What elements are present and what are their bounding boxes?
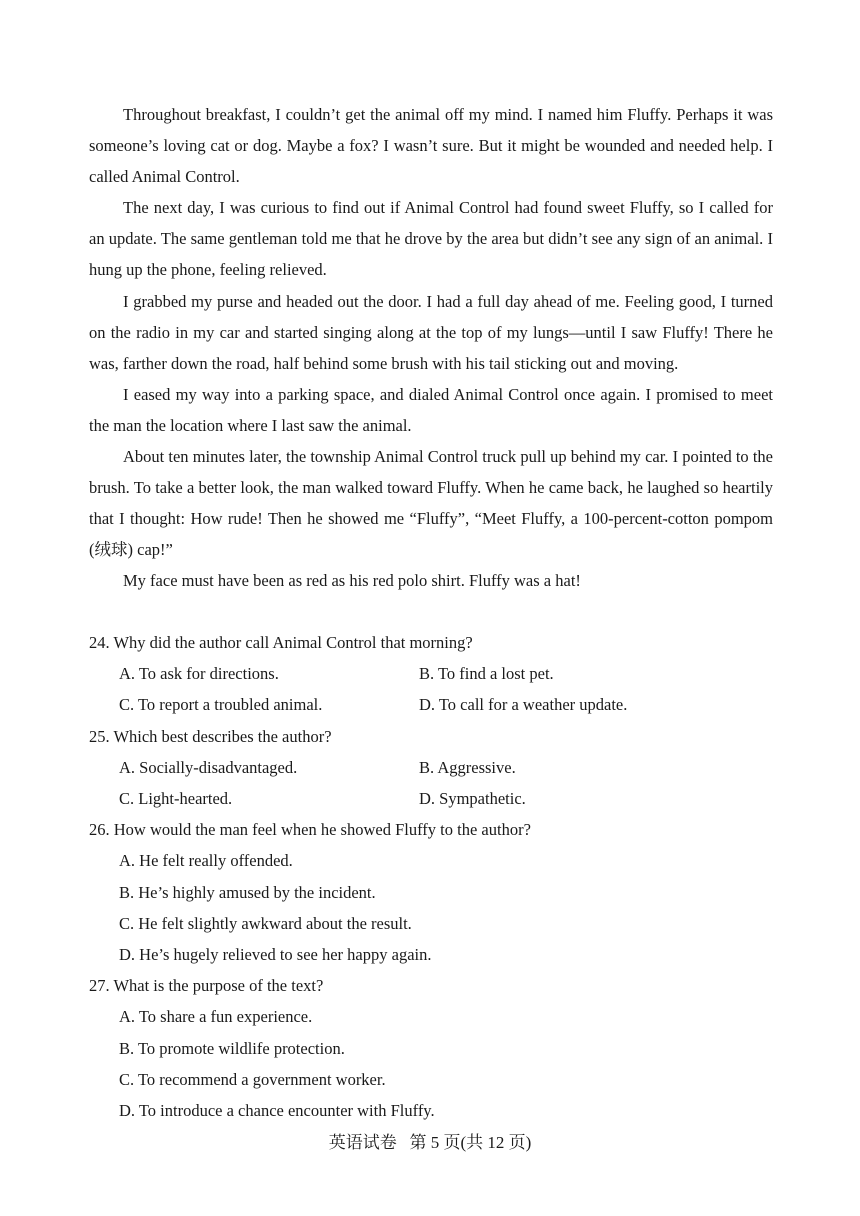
option-b: B. To find a lost pet. [419, 664, 554, 684]
question-stem: 26. How would the man feel when he showed Fluffy to the author? [89, 820, 531, 840]
passage-paragraph-1: Throughout breakfast, I couldn’t get the animal off my mind. I named him Fluffy. Perhaps it was someone’s loving cat or dog. Maybe a fox? I wasn’t sure. But it might be wounded and needed help. I called Animal Control. [89, 105, 773, 187]
option-a: A. To share a fun experience. [119, 1007, 313, 1027]
question-27 [89, 970, 773, 1126]
footer-subject: 英语试卷 [328, 1133, 397, 1152]
reading-passage [89, 99, 773, 597]
option-d: D. To call for a weather update. [419, 695, 628, 715]
option-d: D. To introduce a chance encounter with Fluffy. [119, 1101, 435, 1121]
option-c: C. He felt slightly awkward about the result. [119, 913, 412, 933]
option-row [89, 658, 773, 689]
passage-paragraph-5: About ten minutes later, the township Animal Control truck pull up behind my car. I pointed to the brush. To take a better look, the man walked toward Fluffy. When he came back, he laughed so heartily that I thought: How rude! Then he showed me “Fluffy”, “Meet Fluffy, a 100-percent-cotton pompom (绒球) cap!” [89, 447, 773, 560]
passage-paragraph-4: I eased my way into a parking space, and dialed Animal Control once again. I promised to meet the man the location where I last saw the animal. [89, 384, 773, 435]
passage-paragraph-3: I grabbed my purse and headed out the door. I had a full day ahead of me. Feeling good, I turned on the radio in my car and started singing along at the top of my lungs—until I saw Fluffy! There he was, farther down the road, half behind some brush with his tail sticking out and moving. [89, 291, 773, 373]
question-list [89, 627, 773, 1126]
question-24 [89, 627, 773, 721]
question-26 [89, 814, 773, 970]
option-a: A. He felt really offended. [119, 851, 293, 871]
question-stem: 27. What is the purpose of the text? [89, 976, 324, 996]
option-b: B. To promote wildlife protection. [119, 1038, 345, 1058]
option-row [89, 752, 773, 783]
page-footer [0, 1130, 860, 1156]
option-a: A. Socially-disadvantaged. [119, 757, 298, 777]
question-stem: 25. Which best describes the author? [89, 726, 332, 746]
option-c: C. To report a troubled animal. [119, 695, 323, 715]
passage-paragraph-6: My face must have been as red as his red polo shirt. Fluffy was a hat! [123, 571, 581, 591]
passage-paragraph-2: The next day, I was curious to find out if Animal Control had found sweet Fluffy, so I called for an update. The same gentleman told me that he drove by the area but didn’t see any sign of an animal. I hung up the phone, feeling relieved. [89, 198, 773, 280]
footer-page-number: 第 5 页(共 12 页) [409, 1133, 532, 1152]
option-d: D. He’s hugely relieved to see her happy again. [119, 945, 432, 965]
question-stem: 24. Why did the author call Animal Control that morning? [89, 633, 473, 652]
option-row [89, 783, 773, 814]
option-b: B. He’s highly amused by the incident. [119, 882, 376, 902]
option-a: A. To ask for directions. [119, 664, 279, 684]
option-c: C. Light-hearted. [119, 789, 233, 809]
option-b: B. Aggressive. [419, 757, 516, 777]
question-25 [89, 721, 773, 815]
option-d: D. Sympathetic. [419, 789, 526, 809]
option-c: C. To recommend a government worker. [119, 1069, 386, 1089]
option-row [89, 689, 773, 720]
